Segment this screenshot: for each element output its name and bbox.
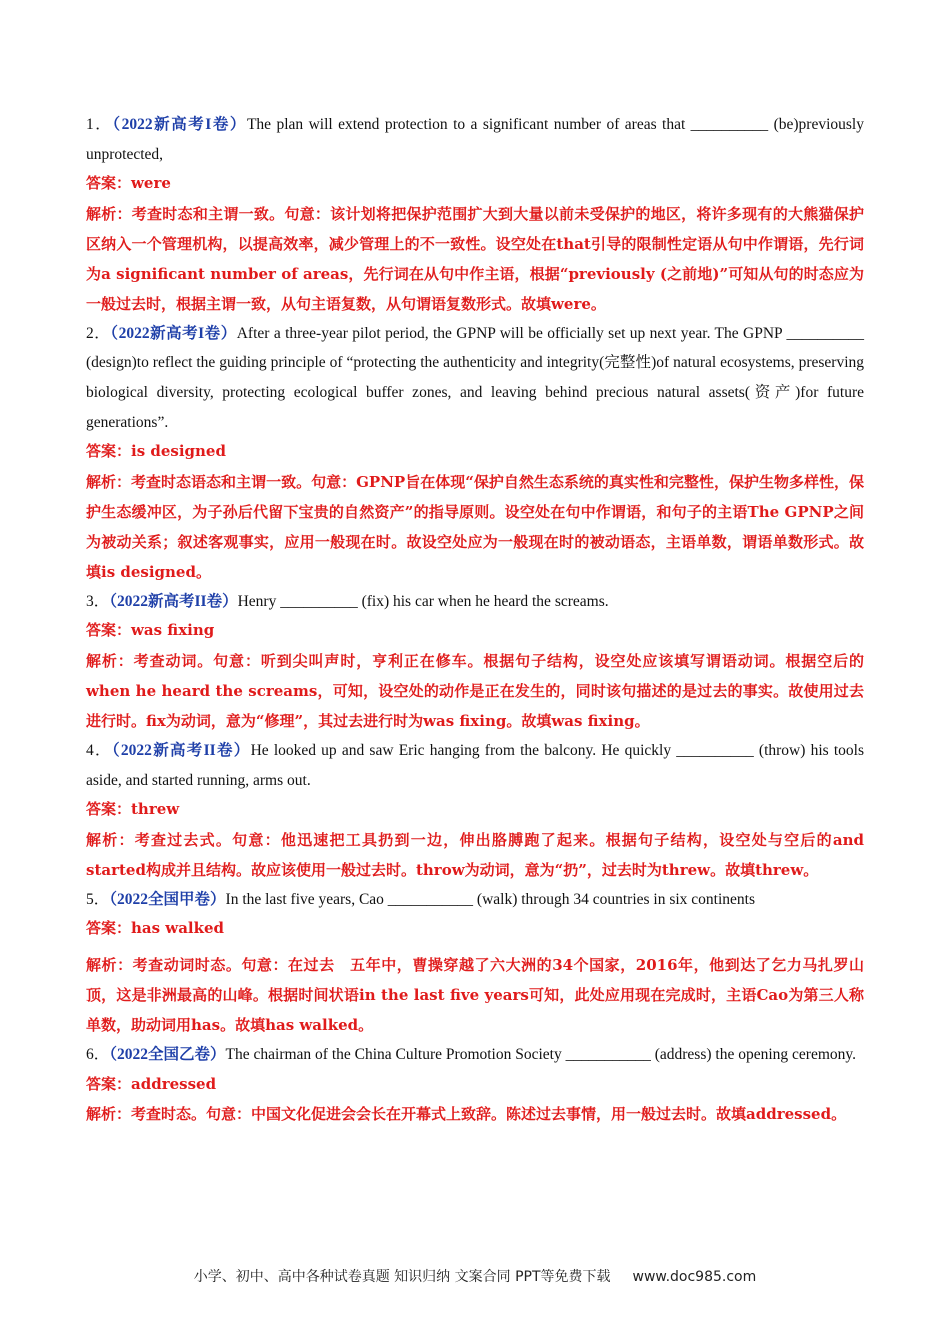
question-source: （2022新高考II卷） bbox=[109, 592, 238, 610]
question-body: The plan will extend protection to a significant number of areas that __________ (be)previously unprotected, bbox=[86, 116, 864, 163]
question-number: 3． bbox=[86, 592, 110, 610]
question-text bbox=[86, 736, 864, 795]
question-5 bbox=[86, 885, 864, 1040]
footer-site-link[interactable]: www.doc985.com bbox=[632, 1269, 757, 1285]
question-body: He looked up and saw Eric hanging from the balcony. He quickly __________ (throw) his tools aside, and started running, arms out. bbox=[86, 741, 864, 789]
answer: 答案：addressed bbox=[86, 1074, 217, 1093]
question-source: （2022新高考I卷） bbox=[110, 324, 237, 342]
question-body: After a three-year pilot period, the GPNP will be officially set up next year. The GPNP __________ (design)to reflect the guiding principle of “protecting the authenticity and integrity(完整性)of natural ecosystems, preserving biological diversity, protecting ecological buffer zones, and leaving behind precious natural assets(资产)for future generations”. bbox=[86, 324, 864, 431]
answer: 答案：is designed bbox=[86, 442, 226, 461]
footer-text: 小学、初中、高中各种试卷真题 知识归纳 文案合同 PPT等免费下载 bbox=[193, 1269, 611, 1285]
question-2 bbox=[86, 319, 864, 587]
question-text bbox=[86, 110, 864, 169]
explanation: 解析：考查动词。句意：听到尖叫声时，亨利正在修车。根据句子结构，设空处应该填写谓语动词。根据空后的when he heard the screams，可知，设空处的动作是正在发生的，同时该句描述的是过去的事实。故使用过去进行时。fix为动词，意为“修理”，其过去进行时为was fixing。故填was fixing。 bbox=[86, 651, 864, 730]
question-1 bbox=[86, 110, 864, 319]
question-number: 5． bbox=[86, 890, 110, 908]
explanation: 解析：考查动词时态。句意：在过去 五年中，曹操穿越了六大洲的34个国家，2016年，他到达了乞力马扎罗山顶，这是非洲最高的山峰。根据时间状语in the last five years可知，此处应用现在完成时，主语Cao为第三人称单数，助动词用has。故填has walked。 bbox=[86, 955, 864, 1034]
question-body: In the last five years, Cao ___________ (walk) through 34 countries in six continents bbox=[225, 890, 756, 908]
question-source: （2022全国乙卷） bbox=[109, 1045, 226, 1063]
explanation: 解析：考查时态和主谓一致。句意：该计划将把保护范围扩大到大量以前未受保护的地区，将许多现有的大熊猫保护区纳入一个管理机构，以提高效率，减少管理上的不一致性。设空处在that引导的限制性定语从句中作谓语，先行词为a significant number of areas，先行词在从句中作主语，根据“previously (之前地)”可知从句的时态应为一般过去时，根据主谓一致，从句主语复数，从句谓语复数形式。故填were。 bbox=[86, 204, 864, 313]
question-text bbox=[86, 885, 864, 915]
answer: 答案：threw bbox=[86, 800, 180, 819]
question-text bbox=[86, 319, 864, 437]
answer: 答案：has walked bbox=[86, 919, 225, 938]
question-6 bbox=[86, 1040, 864, 1129]
question-body: Henry __________ (fix) his car when he heard the screams. bbox=[237, 592, 609, 610]
question-text bbox=[86, 1040, 864, 1070]
question-number: 2． bbox=[86, 324, 111, 342]
question-source: （2022新高考II卷） bbox=[111, 741, 251, 759]
question-source: （2022新高考I卷） bbox=[112, 116, 247, 133]
page-footer bbox=[0, 1266, 950, 1286]
explanation: 解析：考查时态语态和主谓一致。句意：GPNP旨在体现“保护自然生态系统的真实性和完整性，保护生物多样性，保护生态缓冲区，为子孙后代留下宝贵的自然资产”的指导原则。设空处在句中作谓语，和句子的主语The GPNP之间为被动关系；叙述客观事实，应用一般现在时。故设空处应为一般现在时的被动语态，主语单数，谓语单数形式。故填is designed。 bbox=[86, 472, 864, 581]
answer: 答案：was fixing bbox=[86, 621, 215, 640]
explanation: 解析：考查时态。句意：中国文化促进会会长在开幕式上致辞。陈述过去事情，用一般过去时。故填addressed。 bbox=[86, 1105, 847, 1124]
question-number: 6． bbox=[86, 1045, 110, 1063]
answer: 答案：were bbox=[86, 174, 171, 193]
explanation: 解析：考查过去式。句意：他迅速把工具扔到一边，伸出胳膊跑了起来。根据句子结构，设空处与空后的and started构成并且结构。故应该使用一般过去时。throw为动词，意为“扔”，过去时为threw。故填threw。 bbox=[86, 830, 864, 879]
question-3 bbox=[86, 587, 864, 736]
question-number: 1． bbox=[86, 116, 113, 133]
question-number: 4． bbox=[86, 741, 112, 759]
document-body bbox=[86, 110, 864, 1129]
question-text bbox=[86, 587, 864, 617]
question-body: The chairman of the China Culture Promotion Society ___________ (address) the opening ceremony. bbox=[225, 1045, 857, 1063]
question-source: （2022全国甲卷） bbox=[109, 890, 226, 908]
question-4 bbox=[86, 736, 864, 885]
